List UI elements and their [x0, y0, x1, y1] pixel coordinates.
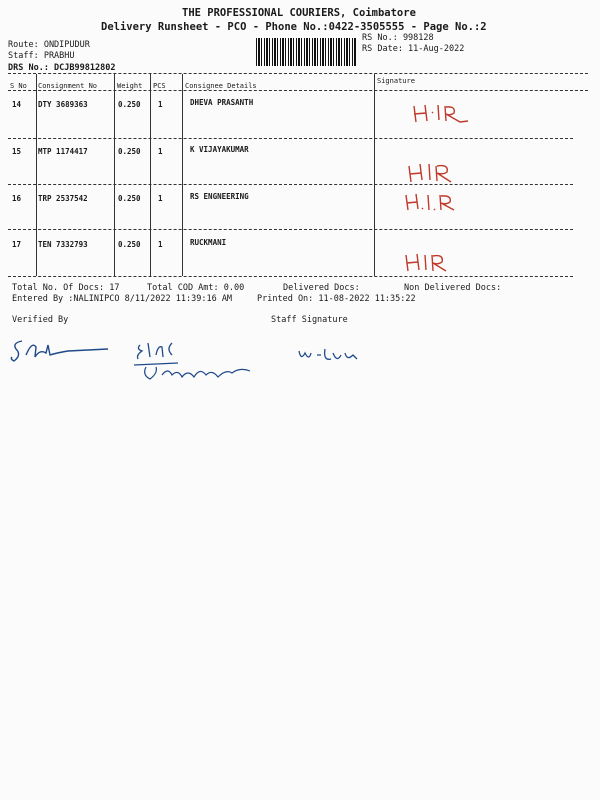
- row-consignee: DHEVA PRASANTH: [190, 98, 254, 107]
- column-divider: [150, 74, 151, 276]
- company-name: THE PROFESSIONAL COURIERS, Coimbatore: [182, 7, 416, 19]
- col-header-weight: Weight: [117, 82, 143, 90]
- row-weight: 0.250: [118, 240, 141, 249]
- total-docs: Total No. Of Docs: 17: [12, 283, 120, 293]
- non-delivered-docs: Non Delivered Docs:: [404, 283, 502, 293]
- row-weight: 0.250: [118, 100, 141, 109]
- row-weight: 0.250: [118, 194, 141, 203]
- column-divider: [36, 74, 37, 276]
- row-pcs: 1: [158, 240, 163, 249]
- staff-signature-label: Staff Signature: [271, 315, 348, 325]
- table-top-border: [8, 73, 588, 74]
- route-text: Route: ONDIPUDUR: [8, 40, 90, 50]
- row-signature: [405, 158, 465, 186]
- row-pcs: 1: [158, 194, 163, 203]
- row-consignee: RS ENGNEERING: [190, 192, 249, 201]
- staff-text: Staff: PRABHU: [8, 51, 75, 61]
- row-sno: 16: [12, 194, 22, 203]
- staff-signature: [295, 343, 365, 365]
- table-bottom-border: [8, 276, 573, 277]
- column-divider: [182, 74, 183, 276]
- row-sno: 14: [12, 100, 22, 109]
- row-weight: 0.250: [118, 147, 141, 156]
- row-pcs: 1: [158, 147, 163, 156]
- entered-by: Entered By :NALINIPCO 8/11/2022 11:39:16 AM: [12, 294, 233, 304]
- total-cod: Total COD Amt: 0.00: [147, 283, 245, 293]
- row-pcs: 1: [158, 100, 163, 109]
- rs-number: RS No.: 998128: [362, 33, 434, 43]
- row-signature: [402, 190, 462, 216]
- printed-on: Printed On: 11-08-2022 11:35:22: [257, 294, 416, 304]
- row-consignment: TEN 7332793: [38, 240, 88, 249]
- row-consignment: DTY 3689363: [38, 100, 88, 109]
- row-consignee: K VIJAYAKUMAR: [190, 145, 249, 154]
- col-header-signature: Signature: [377, 77, 415, 85]
- initials-signature: [128, 335, 268, 385]
- delivered-docs: Delivered Docs:: [283, 283, 360, 293]
- col-header-consignee: Consignee Details: [185, 82, 257, 90]
- row-consignment: MTP 1174417: [38, 147, 88, 156]
- col-header-consignment: Consignment No: [38, 82, 98, 90]
- row-signature: [410, 100, 470, 126]
- row-sno: 17: [12, 240, 22, 249]
- verified-by-label: Verified By: [12, 315, 69, 325]
- row-sno: 15: [12, 147, 22, 156]
- row-consignment: TRP 2537542: [38, 194, 88, 203]
- drs-number: DRS No.: DCJB99812802: [8, 63, 116, 73]
- header-bottom-border: [8, 90, 588, 91]
- row-divider: [8, 138, 573, 139]
- column-divider: [374, 74, 375, 276]
- col-header-sno: S No: [10, 82, 27, 90]
- verifier-signature: [8, 335, 118, 365]
- row-signature: [402, 250, 462, 276]
- barcode: [256, 38, 356, 66]
- rs-date: RS Date: 11-Aug-2022: [362, 44, 465, 54]
- runsheet-title: Delivery Runsheet - PCO - Phone No.:0422-3505555 - Page No.:2: [101, 21, 487, 33]
- row-divider: [8, 229, 573, 230]
- row-divider: [8, 184, 573, 185]
- row-consignee: RUCKMANI: [190, 238, 227, 247]
- column-divider: [114, 74, 115, 276]
- col-header-pcs: PCS: [153, 82, 166, 90]
